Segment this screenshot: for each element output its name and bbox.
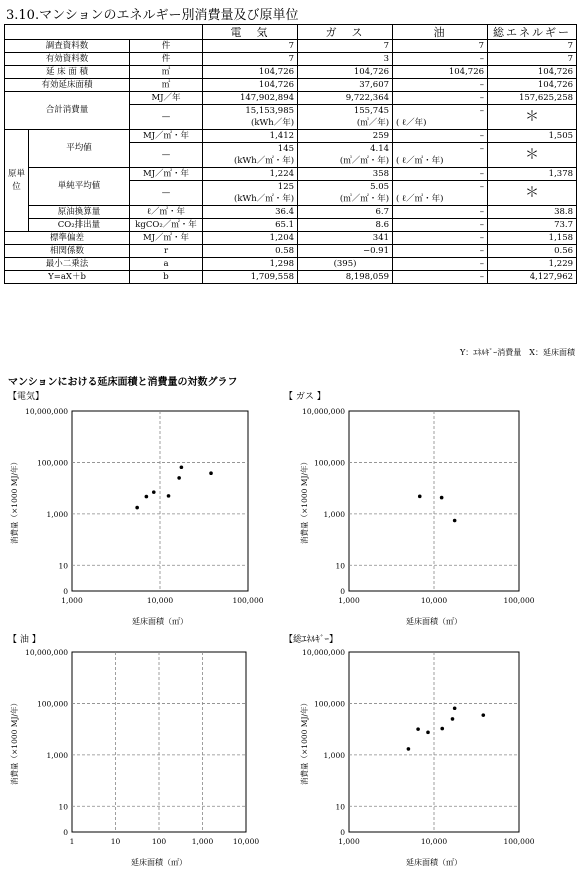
cell-gas: 3 <box>298 53 393 66</box>
cell-oil: – <box>393 245 488 258</box>
x-tick-label: 10,000 <box>420 596 448 605</box>
table-row <box>5 79 577 92</box>
x-tick-label: 1 <box>69 837 75 846</box>
row-label: 平均値 <box>29 130 130 168</box>
table-row <box>5 92 577 105</box>
x-tick-label: 100 <box>151 837 167 846</box>
table-row <box>5 66 577 79</box>
x-tick-label: 10,000 <box>420 837 448 846</box>
row-unit: — <box>130 181 203 206</box>
data-point <box>481 713 485 717</box>
table-header-row <box>5 25 577 40</box>
cell-electricity: 36.4 <box>203 206 298 219</box>
data-point <box>135 506 139 510</box>
y-axis-label: 消費量（×1000 MJ/年） <box>10 458 19 544</box>
cell-electricity: 145 <box>203 143 298 156</box>
data-point <box>440 496 444 500</box>
cell-unit-note: (㎥／年) <box>298 117 393 130</box>
row-label: 延 床 面 積 <box>5 66 130 79</box>
data-point <box>426 731 430 735</box>
cell-electricity: 104,726 <box>203 79 298 92</box>
row-unit: MJ／㎡・年 <box>130 168 203 181</box>
cell-oil: – <box>393 79 488 92</box>
data-point <box>167 494 171 498</box>
row-label: 有効資料数 <box>5 53 130 66</box>
cell-gas: 341 <box>298 232 393 245</box>
chart-title: 【電気】 <box>8 392 45 402</box>
y-tick-label: 100,000 <box>313 458 345 468</box>
cell-gas: (395) <box>298 258 393 271</box>
cell-total: 7 <box>488 53 577 66</box>
data-point <box>180 465 184 469</box>
y-tick-label: 10 <box>58 802 68 812</box>
y-tick-label: 1,000 <box>323 509 345 519</box>
x-tick-label: 100,000 <box>503 596 535 605</box>
cell-electricity: 1,412 <box>203 130 298 143</box>
cell-gas: −0.91 <box>298 245 393 258</box>
x-axis-label: 延床面積（㎡） <box>406 617 462 626</box>
total-energy-scatter-chart <box>290 640 580 872</box>
charts-section-title: マンションにおける延床面積と消費量の対数グラフ <box>8 377 238 388</box>
data-point <box>177 476 181 480</box>
cell-total: 38.8 <box>488 206 577 219</box>
cell-total: ＊ <box>488 143 577 168</box>
row-unit: — <box>130 143 203 168</box>
data-point <box>152 490 156 494</box>
row-unit: ㎡ <box>130 79 203 92</box>
y-tick-label: 1,000 <box>46 509 68 519</box>
y-tick-label: 10,000,000 <box>302 648 345 657</box>
cell-gas: 4.14 <box>298 143 393 156</box>
cell-total: 1,505 <box>488 130 577 143</box>
row-label: 標準偏差 <box>5 232 130 245</box>
cell-oil: – <box>393 258 488 271</box>
energy-stats-table <box>4 24 577 284</box>
cell-total: 7 <box>488 40 577 53</box>
cell-total: ＊ <box>488 105 577 130</box>
cell-electricity: 125 <box>203 181 298 194</box>
cell-oil: – <box>393 143 488 156</box>
y-tick-label: 0 <box>340 828 345 837</box>
y-tick-label: 100,000 <box>36 699 68 709</box>
cell-unit-note: (㎥／㎡・年) <box>298 155 393 168</box>
cell-total: 1,229 <box>488 258 577 271</box>
y-tick-label: 10,000,000 <box>302 407 345 416</box>
table-row <box>5 232 577 245</box>
x-tick-label: 1,000 <box>61 596 83 605</box>
x-tick-label: 1,000 <box>338 596 360 605</box>
data-point <box>418 495 422 499</box>
cell-gas: 8,198,059 <box>298 271 393 284</box>
row-unit: b <box>130 271 203 284</box>
y-tick-label: 0 <box>63 828 68 837</box>
side-label: 原単位 <box>5 130 29 232</box>
cell-unit-note: (㎥／㎡・年) <box>298 193 393 206</box>
table-row <box>5 53 577 66</box>
data-point <box>209 471 213 475</box>
cell-oil: – <box>393 232 488 245</box>
y-tick-label: 100,000 <box>313 699 345 709</box>
row-unit: — <box>130 105 203 130</box>
y-tick-label: 1,000 <box>323 750 345 760</box>
cell-total: 4,127,962 <box>488 271 577 284</box>
x-tick-label: 10,000 <box>146 596 174 605</box>
cell-oil: – <box>393 219 488 232</box>
cell-unit-note: ( ℓ／㎡・年) <box>393 155 488 168</box>
x-tick-label: 100,000 <box>503 837 535 846</box>
y-axis-label: 消費量（×1000 MJ/年） <box>300 699 309 785</box>
cell-electricity: 1,709,558 <box>203 271 298 284</box>
row-unit: MJ／年 <box>130 92 203 105</box>
cell-total: 104,726 <box>488 66 577 79</box>
y-tick-label: 10,000,000 <box>25 648 68 657</box>
row-unit: r <box>130 245 203 258</box>
row-unit: ℓ／㎡・年 <box>130 206 203 219</box>
cell-oil: – <box>393 206 488 219</box>
table-row <box>5 245 577 258</box>
y-axis-label: 消費量（×1000 MJ/年） <box>300 458 309 544</box>
x-tick-label: 1,000 <box>338 837 360 846</box>
row-label: 単純平均値 <box>29 168 130 206</box>
x-axis-label: 延床面積（㎡） <box>131 858 187 867</box>
cell-total: 1,158 <box>488 232 577 245</box>
cell-gas: 7 <box>298 40 393 53</box>
row-label: 相関係数 <box>5 245 130 258</box>
y-tick-label: 10,000,000 <box>25 407 68 416</box>
row-unit: a <box>130 258 203 271</box>
table-row <box>5 40 577 53</box>
chart-title: 【 油 】 <box>8 635 41 645</box>
cell-electricity: 15,153,985 <box>203 105 298 118</box>
table-row <box>5 271 577 284</box>
cell-gas: 358 <box>298 168 393 181</box>
data-point <box>145 495 149 499</box>
cell-electricity: 147,902,894 <box>203 92 298 105</box>
cell-oil: – <box>393 271 488 284</box>
cell-unit-note: (kWh／㎡・年) <box>203 155 298 168</box>
cell-electricity: 0.58 <box>203 245 298 258</box>
cell-total: 157,625,258 <box>488 92 577 105</box>
cell-oil: 7 <box>393 40 488 53</box>
cell-electricity: 1,204 <box>203 232 298 245</box>
x-axis-label: 延床面積（㎡） <box>406 858 462 867</box>
y-tick-label: 10 <box>335 561 345 571</box>
cell-unit-note: (kWh／年) <box>203 117 298 130</box>
y-tick-label: 10 <box>58 561 68 571</box>
row-label: 合計消費量 <box>5 92 130 130</box>
cell-oil: – <box>393 181 488 194</box>
cell-gas: 5.05 <box>298 181 393 194</box>
cell-gas: 104,726 <box>298 66 393 79</box>
table-row <box>5 258 577 271</box>
cell-electricity: 7 <box>203 40 298 53</box>
x-tick-label: 10,000 <box>232 837 260 846</box>
data-point <box>451 717 455 721</box>
page-title: 3.10.マンションのエネルギー別消費量及び原単位 <box>6 8 299 23</box>
cell-oil: – <box>393 92 488 105</box>
y-axis-label: 消費量（×1000 MJ/年） <box>10 699 19 785</box>
cell-gas: 9,722,364 <box>298 92 393 105</box>
table-row <box>5 206 577 219</box>
cell-oil: 104,726 <box>393 66 488 79</box>
oil-scatter-chart <box>0 640 290 872</box>
data-point <box>453 519 457 523</box>
cell-oil: – <box>393 168 488 181</box>
header-blank <box>5 25 203 40</box>
header-total: 総エネルギー <box>488 25 577 40</box>
cell-electricity: 65.1 <box>203 219 298 232</box>
y-tick-label: 100,000 <box>36 458 68 468</box>
cell-gas: 8.6 <box>298 219 393 232</box>
data-point <box>407 747 411 751</box>
cell-electricity: 1,224 <box>203 168 298 181</box>
data-point <box>416 727 420 731</box>
y-tick-label: 10 <box>335 802 345 812</box>
cell-electricity: 7 <box>203 53 298 66</box>
cell-electricity: 1,298 <box>203 258 298 271</box>
cell-unit-note: ( ℓ／㎡・年) <box>393 193 488 206</box>
table-row <box>5 219 577 232</box>
y-tick-label: 0 <box>340 587 345 596</box>
regression-note: Y：ｴﾈﾙｷﾞｰ消費量 X：延床面積 <box>460 348 575 357</box>
cell-unit-note: ( ℓ／年) <box>393 117 488 130</box>
x-axis-label: 延床面積（㎡） <box>132 617 188 626</box>
row-unit: ㎡ <box>130 66 203 79</box>
x-tick-label: 1,000 <box>191 837 214 846</box>
row-unit: kgCO₂／㎡・年 <box>130 219 203 232</box>
cell-total: 0.56 <box>488 245 577 258</box>
table-row <box>5 130 577 143</box>
row-label: 原油換算量 <box>29 206 130 219</box>
cell-total: 104,726 <box>488 79 577 92</box>
row-unit: MJ／㎡・年 <box>130 130 203 143</box>
cell-oil: – <box>393 53 488 66</box>
row-label: CO₂排出量 <box>29 219 130 232</box>
y-tick-label: 0 <box>63 587 68 596</box>
header-electricity: 電 気 <box>203 25 298 40</box>
row-label: Y=aX＋b <box>5 271 130 284</box>
chart-title: 【総ｴﾈﾙｷﾞｰ】 <box>284 635 339 645</box>
x-tick-label: 10 <box>110 837 121 846</box>
cell-gas: 37,607 <box>298 79 393 92</box>
header-gas: ガ ス <box>298 25 393 40</box>
header-oil: 油 <box>393 25 488 40</box>
cell-gas: 6.7 <box>298 206 393 219</box>
cell-unit-note: (kWh／㎡・年) <box>203 193 298 206</box>
cell-electricity: 104,726 <box>203 66 298 79</box>
data-point <box>453 706 457 710</box>
cell-oil: – <box>393 105 488 118</box>
cell-gas: 259 <box>298 130 393 143</box>
cell-gas: 155,745 <box>298 105 393 118</box>
cell-oil: – <box>393 130 488 143</box>
gas-scatter-chart <box>290 400 580 630</box>
row-unit: 件 <box>130 40 203 53</box>
cell-total: ＊ <box>488 181 577 206</box>
cell-total: 1,378 <box>488 168 577 181</box>
row-label: 最小二乗法 <box>5 258 130 271</box>
row-label: 有効延床面積 <box>5 79 130 92</box>
y-tick-label: 1,000 <box>46 750 68 760</box>
data-point <box>440 727 444 731</box>
chart-title: 【 ガス 】 <box>284 392 326 402</box>
x-tick-label: 100,000 <box>232 596 264 605</box>
table-row <box>5 168 577 181</box>
row-unit: 件 <box>130 53 203 66</box>
electricity-scatter-chart <box>0 400 290 630</box>
row-unit: MJ／㎡・年 <box>130 232 203 245</box>
row-label: 調査資料数 <box>5 40 130 53</box>
cell-total: 73.7 <box>488 219 577 232</box>
